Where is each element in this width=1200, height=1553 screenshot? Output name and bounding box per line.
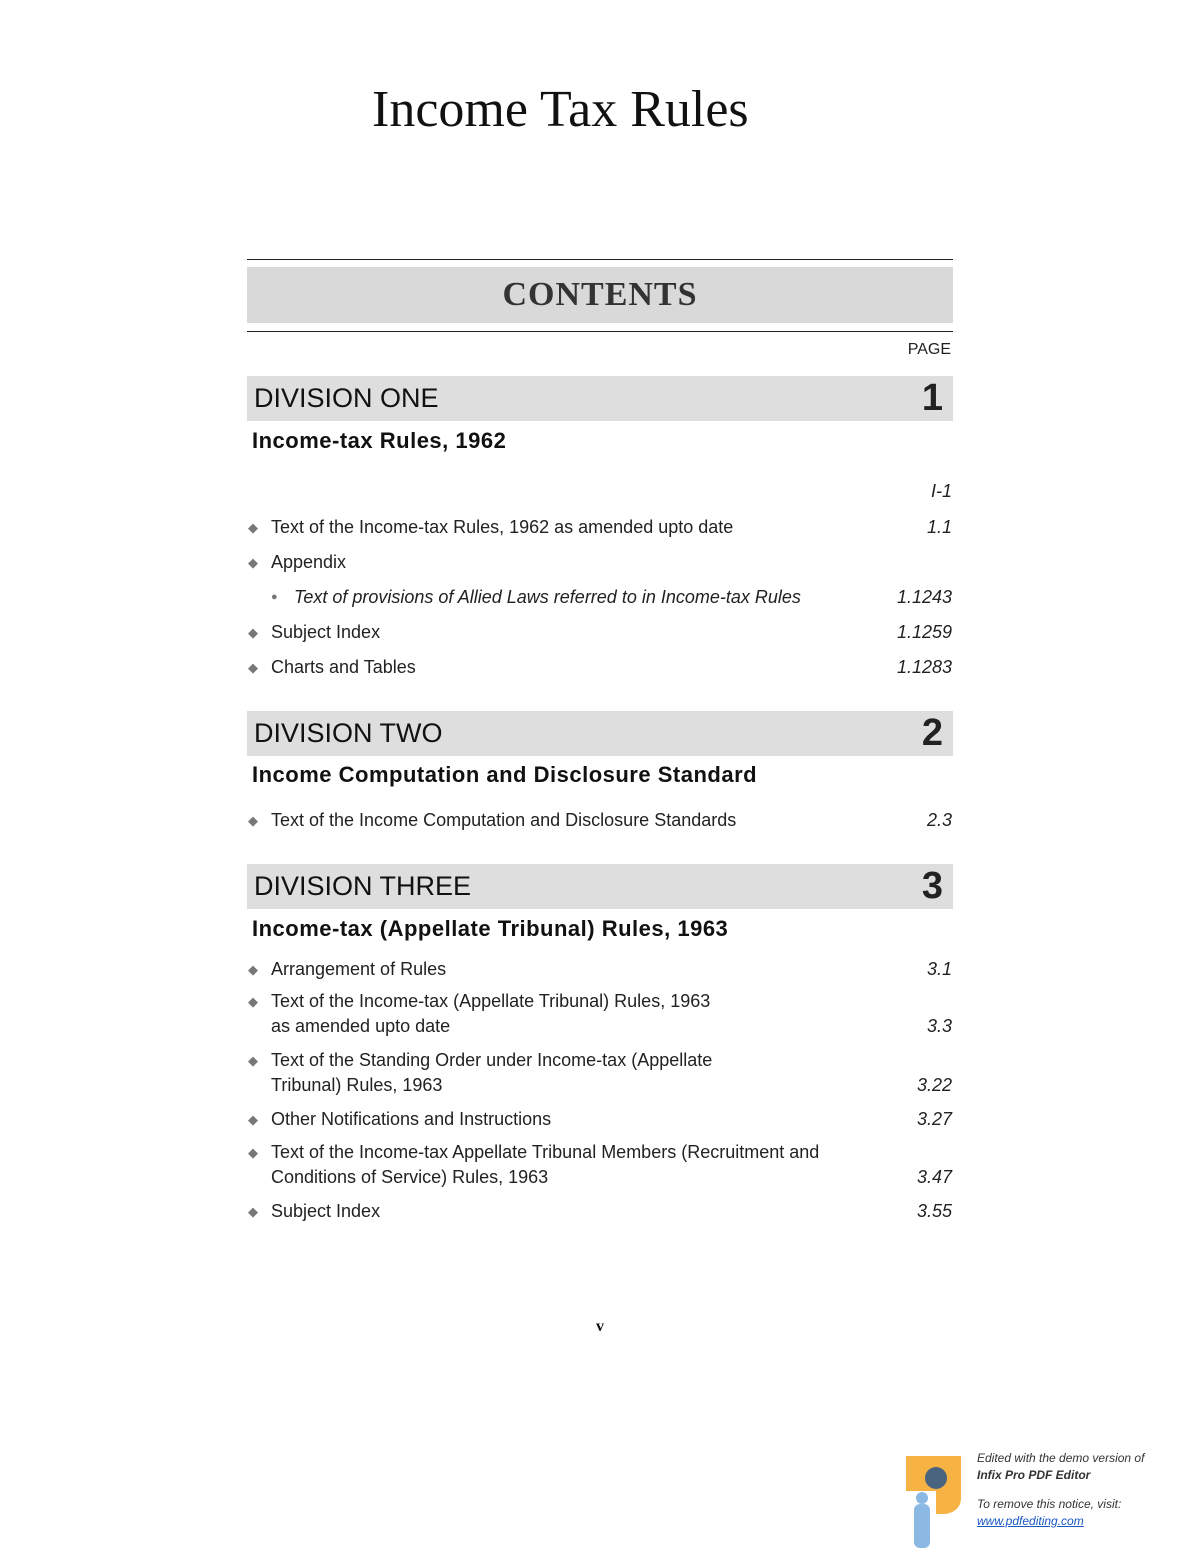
toc-entry-page: 1.1243 [896,587,952,607]
toc-entry-text: Text of the Income-tax Rules, 1962 as amended upto date [271,517,734,537]
toc-entry-text: Arrangement of Rules [271,959,447,979]
division-three-band [247,864,953,909]
page-folio: v [596,1318,604,1335]
toc-entry-page: I-1 [930,481,952,501]
toc-entry[interactable] [247,655,953,680]
page-column-label: PAGE [907,341,951,358]
division-name: DIVISION THREE [254,871,472,901]
toc-entry[interactable] [247,1048,953,1098]
diamond-bullet-icon: ◆ [248,1112,258,1127]
toc-entry-text: Text of the Standing Order under Income-tax (Appellate Tribunal) Rules, 1963 [271,1050,713,1095]
toc-entry-text: Text of the Income-tax Appellate Tribunal Members (Recruitment and Conditions of Service) Rules, 1963 [271,1142,820,1187]
watermark-line-1: Edited with the demo version of [977,1451,1145,1465]
bottom-rule [247,331,953,332]
diamond-bullet-icon: ◆ [248,625,258,640]
diamond-bullet-icon: ◆ [248,660,258,675]
toc-entry[interactable] [247,1199,953,1224]
division-number: 1 [921,377,943,419]
watermark-spacer [977,1484,1144,1496]
diamond-bullet-icon: ◆ [248,962,258,977]
infix-logo-icon [896,1446,971,1551]
diamond-bullet-icon: ◆ [248,994,258,1009]
division-name: DIVISION TWO [254,718,443,748]
toc-entry-text: Other Notifications and Instructions [271,1109,552,1129]
toc-entry-page: 3.22 [916,1075,952,1095]
page-title: Income Tax Rules [372,81,749,138]
toc-entry-text: Appendix [271,552,347,572]
toc-entry-page: 1.1 [926,517,952,537]
diamond-bullet-icon: ◆ [248,555,258,570]
watermark-text [977,1450,1144,1530]
division-subtitle: Income-tax (Appellate Tribunal) Rules, 1963 [252,916,729,941]
round-bullet-icon: ● [271,591,278,603]
diamond-bullet-icon: ◆ [248,520,258,535]
editor-watermark [896,1446,1196,1553]
watermark-line-2: Infix Pro PDF Editor [977,1468,1091,1482]
toc-entry-page: 3.47 [916,1167,952,1187]
toc-entry[interactable] [247,515,953,540]
toc-entry-text: Text of the Income-tax (Appellate Tribunal) Rules, 1963 as amended upto date [271,991,711,1036]
contents-heading: CONTENTS [247,267,953,323]
toc-entry-text: Text of the Income Computation and Disclosure Standards [271,810,737,830]
division-number: 2 [921,712,943,754]
toc-entry-page: 3.55 [916,1201,952,1221]
toc-entry[interactable] [247,957,953,982]
toc-entry[interactable] [247,550,953,575]
toc-sub-entry[interactable] [247,585,953,610]
diamond-bullet-icon: ◆ [248,1204,258,1219]
toc-entry-page: 3.27 [916,1109,952,1129]
division-subtitle: Income Computation and Disclosure Standard [252,762,758,787]
toc-entry-page: 2.3 [926,810,952,830]
division-number: 3 [921,865,943,907]
toc-entry-page: 1.1259 [896,622,952,642]
toc-entry-page: 3.1 [926,959,952,979]
division-two-band [247,711,953,756]
toc-entry[interactable] [247,1107,953,1132]
division-name: DIVISION ONE [254,383,439,413]
toc-entry-text: Charts and Tables [271,657,416,677]
toc-entry[interactable] [247,479,953,504]
watermark-link[interactable]: www.pdfediting.com [977,1514,1084,1528]
toc-entry-text: Text of provisions of Allied Laws referred to in Income-tax Rules [294,587,801,607]
toc-entry[interactable] [247,808,953,833]
division-subtitle: Income-tax Rules, 1962 [252,428,507,453]
top-rule [247,259,953,260]
diamond-bullet-icon: ◆ [248,813,258,828]
diamond-bullet-icon: ◆ [248,1053,258,1068]
watermark-line-3: To remove this notice, visit: [977,1497,1122,1511]
toc-entry[interactable] [247,1140,953,1190]
toc-entry-text: Subject Index [271,622,381,642]
toc-entry-text: Subject Index [271,1201,381,1221]
toc-entry[interactable] [247,620,953,645]
toc-entry-page: 1.1283 [896,657,952,677]
toc-entry[interactable] [247,989,953,1039]
toc-entry-page: 3.3 [926,1016,952,1036]
division-one-band [247,376,953,421]
diamond-bullet-icon: ◆ [248,1145,258,1160]
